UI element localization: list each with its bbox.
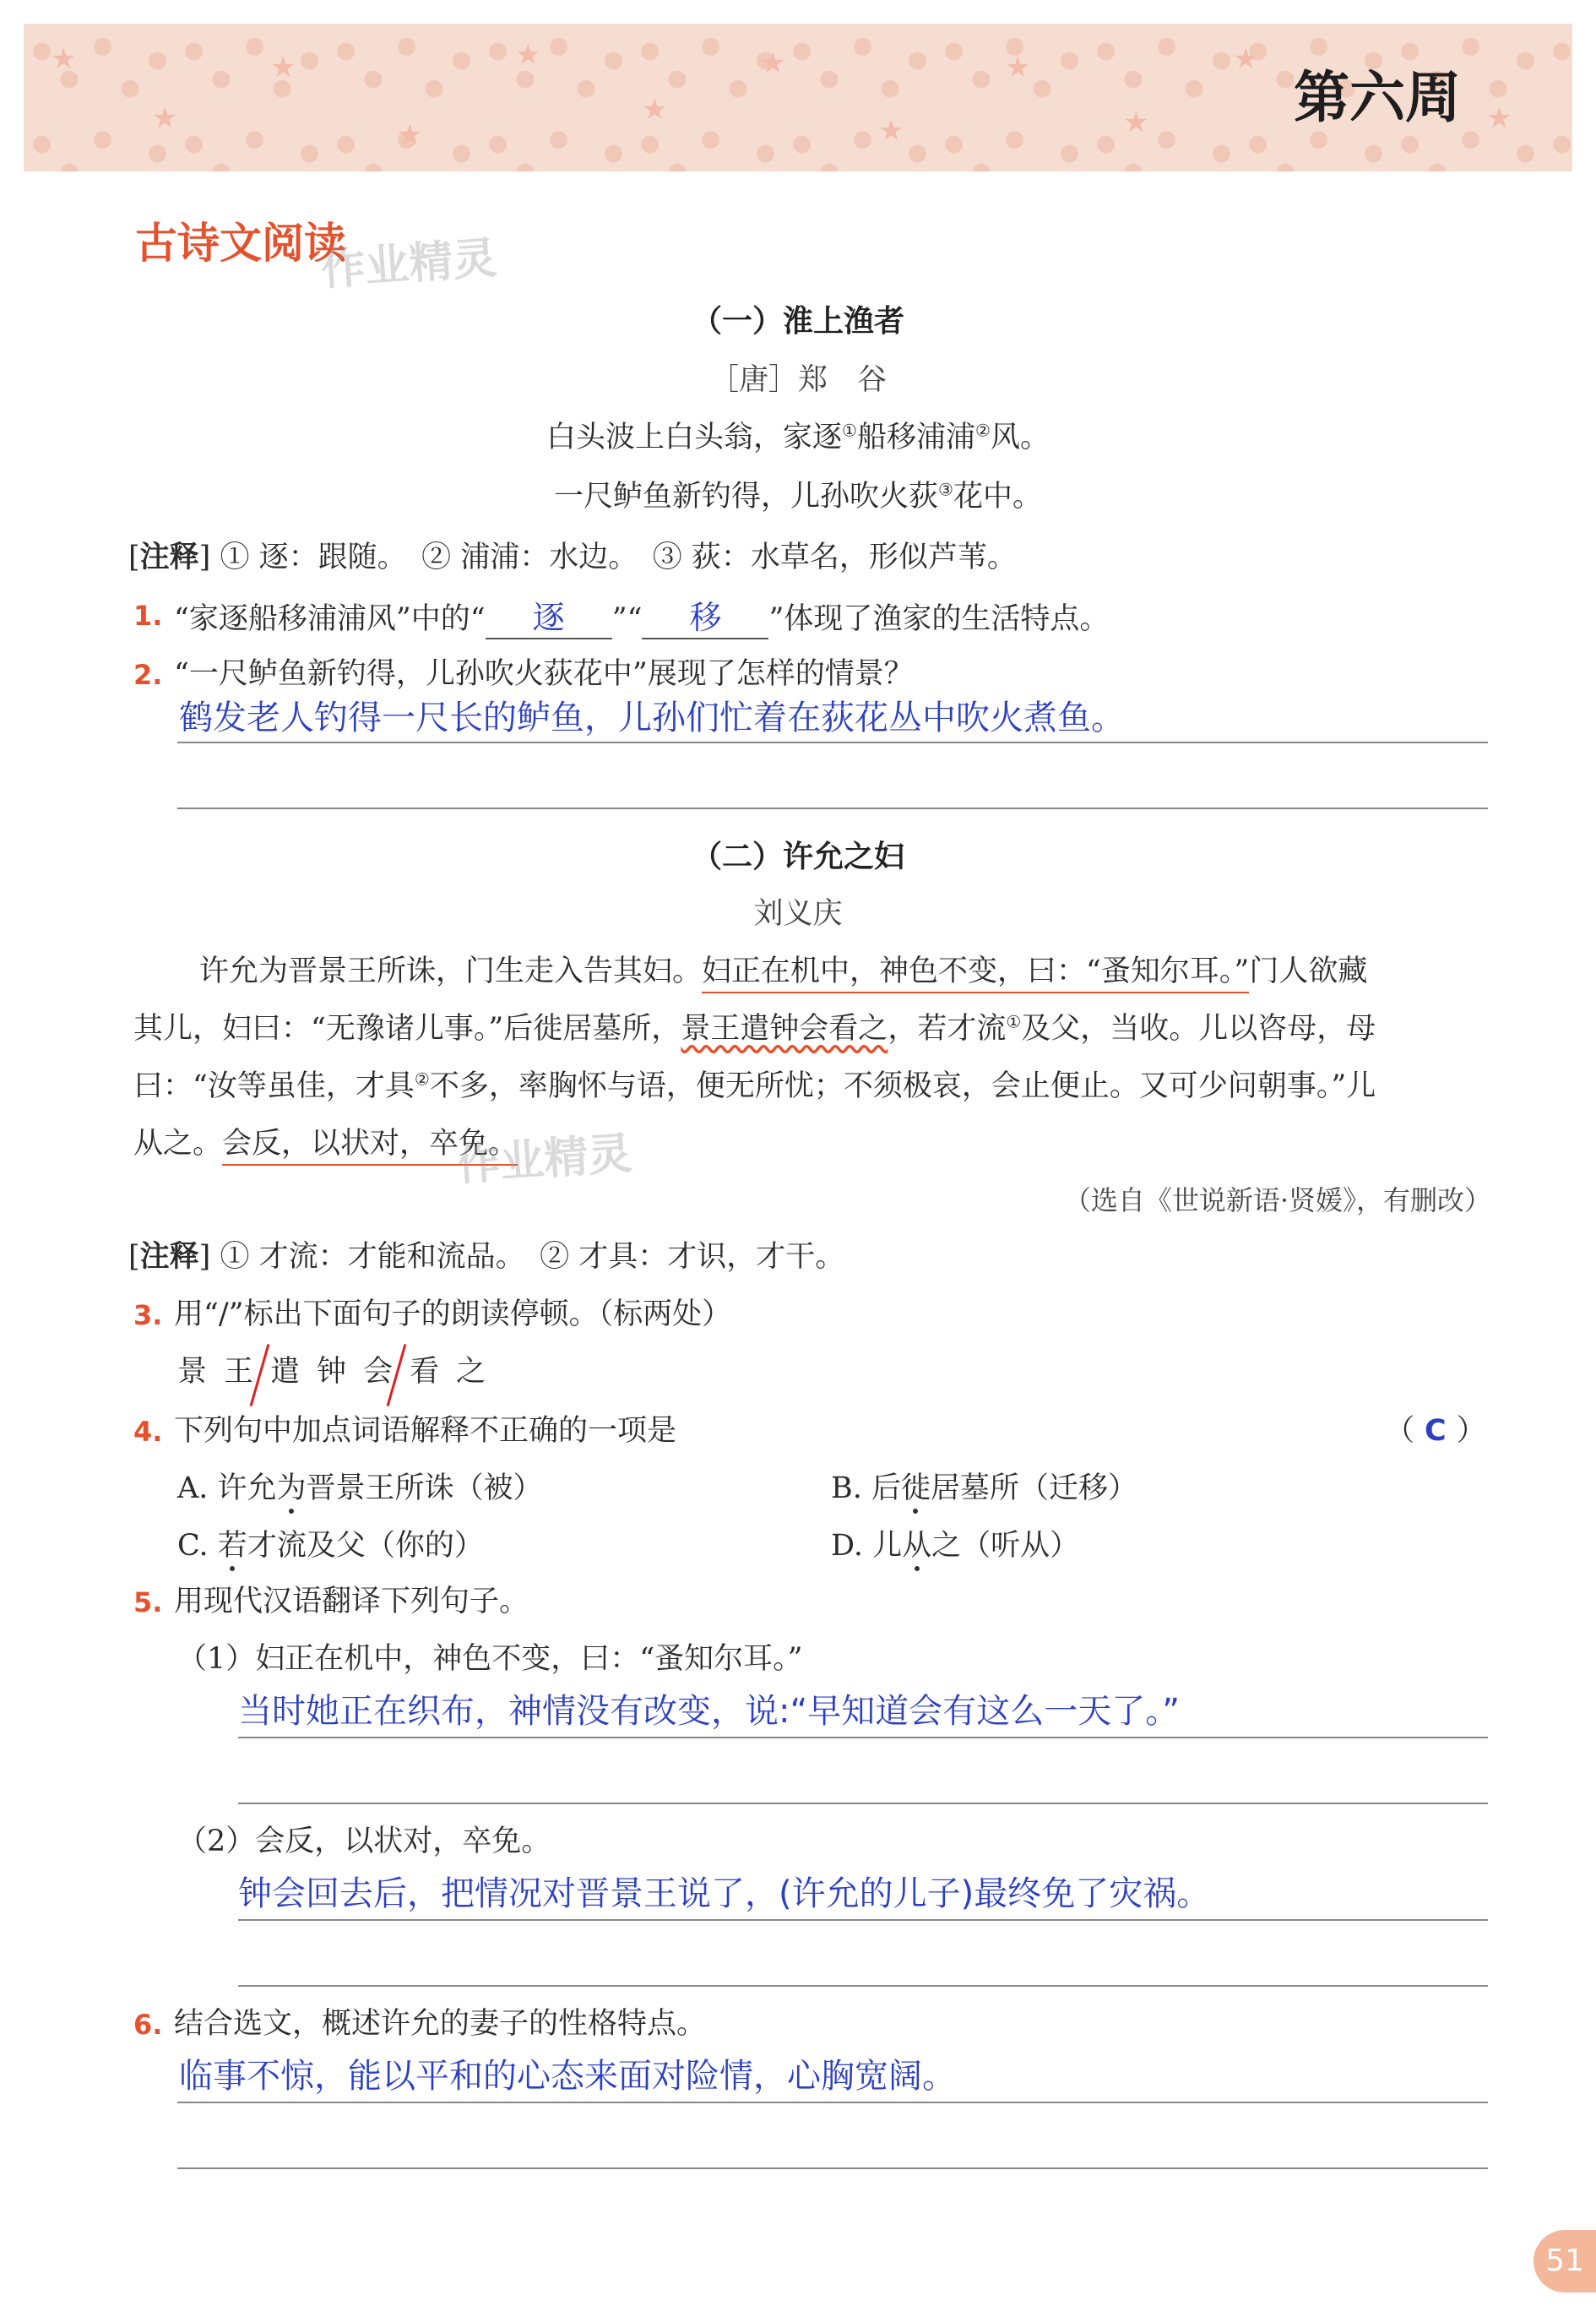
section-title: 古诗文阅读 (135, 219, 346, 268)
answer-blank-2[interactable]: 移 (642, 591, 768, 639)
pause-sentence: 景 王 遣 钟 会 看 之 (177, 1355, 486, 1389)
star-decoration: ★ (760, 46, 786, 80)
underlined-sentence: 妇正在机中，神色不变，曰：“蚤知尔耳。” (702, 954, 1249, 993)
answer-text: 当时她正在织布，神情没有改变，说:“早知道会有这么一天了。” (238, 1692, 1180, 1731)
star-decoration: ★ (152, 101, 178, 135)
star-decoration: ★ (1005, 51, 1031, 84)
translate-sentence-1: （1）妇正在机中，神色不变，曰：“蚤知尔耳。” (177, 1642, 803, 1676)
answer-line (238, 1737, 1488, 1738)
option-d[interactable]: D. 儿从之（听从） (831, 1529, 1080, 1563)
question-2: “一尺鲈鱼新钓得，儿孙吹火荻花中”展现了怎样的情景？ (174, 657, 914, 691)
question-6: 结合选文，概述许允的妻子的性格特点。 (174, 2007, 707, 2041)
option-b[interactable]: B. 后徙居墓所（迁移） (831, 1471, 1138, 1505)
answer-text: 鹤发老人钓得一尺长的鲈鱼，儿孙们忙着在荻花丛中吹火煮鱼。 (179, 699, 1125, 737)
prose-line-1: 许允为晋景王所诛，门生走入告其妇。妇正在机中，神色不变，曰：“蚤知尔耳。”门人欲藏 (199, 948, 1367, 990)
answer-text: 临事不惊，能以平和的心态来面对险情，心胸宽阔。 (179, 2057, 956, 2096)
star-decoration: ★ (270, 51, 296, 84)
choice-answer[interactable]: C (1425, 1414, 1447, 1448)
question-4: 下列句中加点词语解释不正确的一项是 (174, 1414, 677, 1448)
watermark: 作业精灵 (454, 1128, 634, 1192)
question-number: 1. (133, 600, 163, 632)
answer-line (177, 808, 1488, 809)
answer-line (238, 1919, 1488, 1921)
prose-author: 刘义庆 (753, 897, 843, 931)
star-decoration: ★ (515, 38, 541, 72)
page-number: 51 (1534, 2230, 1596, 2292)
star-decoration: ★ (397, 118, 423, 152)
star-decoration: ★ (51, 42, 77, 76)
prose-line-4: 从之。会反，以状对，卒免。 (133, 1120, 518, 1162)
week-title: 第六周 (1294, 64, 1461, 130)
underlined-sentence: 会反，以状对，卒免。 (222, 1127, 518, 1166)
wavy-underlined-sentence: 景王遣钟会看之 (681, 1012, 888, 1046)
star-decoration: ★ (878, 114, 904, 148)
question-number: 5. (133, 1586, 163, 1618)
watermark: 作业精灵 (319, 232, 499, 296)
question-number: 3. (133, 1299, 163, 1331)
question-1: “家逐船移浦浦风”中的“ 逐 ”“ 移 ”体现了渔家的生活特点。 (174, 591, 1109, 639)
question-number: 4. (133, 1416, 163, 1448)
question-number: 2. (133, 659, 163, 691)
star-decoration: ★ (1233, 42, 1259, 76)
prose-title: （二）许允之妇 (691, 840, 904, 874)
answer-text: 钟会回去后，把情况对晋景王说了，(许允的儿子)最终免了灾祸。 (238, 1874, 1211, 1913)
poem-author: ［唐］郑 谷 (708, 363, 887, 397)
poem-line-2: 一尺鲈鱼新钓得，儿孙吹火荻③花中。 (554, 479, 1042, 514)
answer-blank-1[interactable]: 逐 (486, 591, 612, 639)
star-decoration: ★ (1486, 101, 1512, 135)
prose-source: （选自《世说新语·贤媛》，有删改） (1063, 1184, 1491, 1216)
option-c[interactable]: C. 若才流及父（你的） (177, 1529, 484, 1563)
star-decoration: ★ (642, 93, 668, 127)
prose-line-3: 曰：“汝等虽佳，才具②不多，率胸怀与语，便无所忧；不须极哀，会止便止。又可少问朝事。”儿 (133, 1069, 1376, 1103)
answer-line (238, 1985, 1488, 1987)
question-number: 6. (133, 2009, 163, 2041)
answer-line (177, 2102, 1488, 2103)
translate-sentence-2: （2）会反，以状对，卒免。 (177, 1825, 551, 1858)
answer-line (177, 742, 1488, 743)
question-3: 用“/”标出下面句子的朗读停顿。（标两处） (174, 1297, 732, 1331)
poem-title: （一）淮上渔者 (691, 304, 904, 339)
prose-line-2: 其儿，妇曰：“无豫诸儿事。”后徙居墓所，景王遣钟会看之，若才流①及父，当收。儿以咨母，母 (133, 1011, 1376, 1046)
answer-line (238, 1803, 1488, 1804)
answer-line (177, 2167, 1488, 2169)
poem-notes: [注释] ① 逐：跟随。 ② 浦浦：水边。 ③ 荻：水草名，形似芦苇。 (128, 541, 1017, 574)
answer-bracket: （ C ） (1385, 1414, 1486, 1448)
question-5: 用现代汉语翻译下列句子。 (174, 1585, 529, 1618)
star-decoration: ★ (1123, 106, 1149, 139)
poem-line-1: 白头波上白头翁，家逐①船移浦浦②风。 (546, 420, 1050, 454)
option-a[interactable]: A. 许允为晋景王所诛（被） (177, 1471, 543, 1505)
prose-notes: [注释] ① 才流：才能和流品。 ② 才具：才识，才干。 (128, 1240, 845, 1274)
